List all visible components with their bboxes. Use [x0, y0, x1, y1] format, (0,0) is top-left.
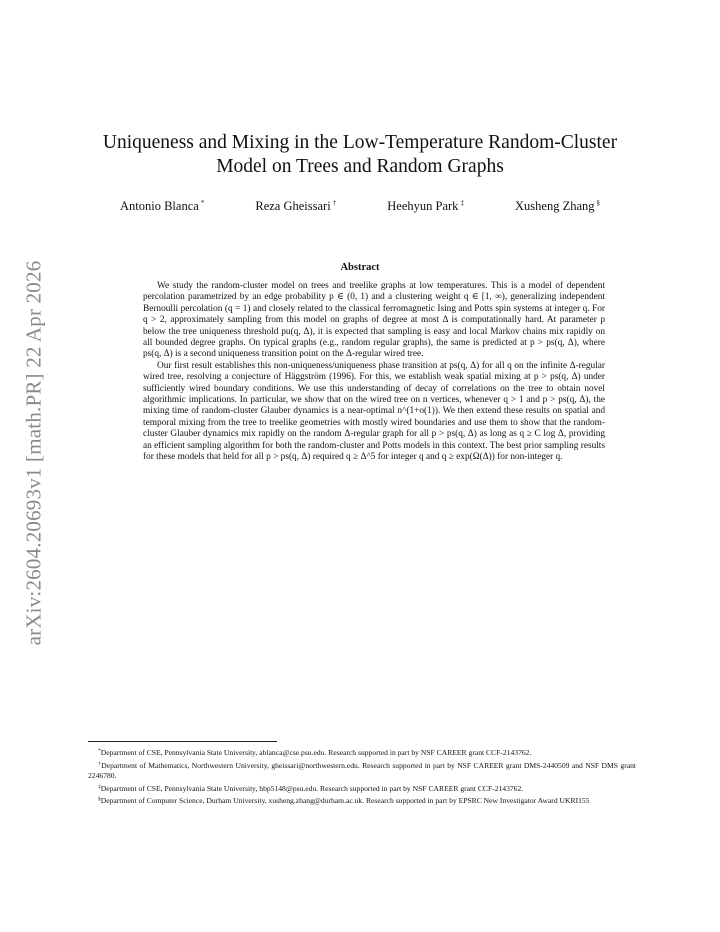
title-line-1: Uniqueness and Mixing in the Low-Temperature Random-Cluster	[102, 132, 618, 153]
abstract-paragraph-2: Our first result establishes this non-uniqueness/uniqueness phase transition at ps(q, Δ) for all q on the infinite Δ-regular wired tree, resolving a conjecture of Häggström (1996). For this, we establish weak spatial mixing at p > ps(q, Δ) under sufficiently wired boundary conditions. We use this understanding of decay of correlations on the tree to obtain novel algorithmic implications. In particular, we show that on the wired tree on n vertices, whenever q > 1 and p > ps(q, Δ), the mixing time of random-cluster Glauber dynamics is a near-optimal n^(1+o(1)). We then extend these results on spatial and temporal mixing from the tree to treelike geometries with mostly wired boundaries and use them to show that the random-cluster Glauber dynamics mix rapidly on the random Δ-regular graph for all p > ps(q, Δ) as long as q ≥ C log Δ, providing an efficient sampling algorithm for both the random-cluster and Potts models in this context. The best prior sampling results for these models that held for all p > ps(q, Δ) required q ≥ Δ^5 for integer q and q ≥ exp(Ω(Δ)) for non-integer q.	[143, 360, 605, 463]
paper-title	[80, 131, 640, 179]
footnote-rule	[88, 741, 277, 742]
abstract-body	[143, 281, 605, 464]
author-name: Heehyun Park	[387, 199, 459, 213]
author-2	[255, 199, 336, 214]
author-mark: §	[596, 199, 600, 207]
author-1	[120, 199, 204, 214]
footnote-4	[88, 794, 636, 807]
author-mark: *	[200, 199, 205, 207]
author-name: Xusheng Zhang	[515, 199, 595, 213]
footnote-1	[88, 746, 636, 759]
footnote-text: Department of CSE, Pennsylvania State University, hbp5148@psu.edu. Research supported in part by NSF CAREER grant CCF-2143762.	[100, 783, 524, 793]
footnotes	[88, 746, 636, 807]
footnote-mark: §	[98, 796, 101, 803]
author-4	[515, 199, 600, 214]
footnote-text: Department of Mathematics, Northwestern University, gheissari@northwestern.edu. Research supported in part by NSF CAREER grant DMS-2440509 and NSF DMS grant 2246780.	[88, 760, 636, 781]
footnote-mark: *	[98, 748, 101, 754]
author-name: Reza Gheissari	[255, 199, 331, 213]
author-list	[120, 199, 600, 214]
footnote-mark: †	[98, 760, 102, 767]
footnote-mark: ‡	[98, 783, 101, 790]
arxiv-identifier: arXiv:2604.20693v1 [math.PR] 22 Apr 2026	[21, 260, 46, 646]
author-mark: ‡	[460, 199, 464, 207]
footnote-text: Department of Computer Science, Durham University, xusheng.zhang@durham.ac.uk. Research supported in part by EPSRC New Investigator Award UKRI155	[100, 796, 590, 806]
abstract-paragraph-1: We study the random-cluster model on trees and treelike graphs at low temperatures. This is a model of dependent percolation parametrized by an edge probability p ∈ (0, 1) and a clustering weight q ∈ [1, ∞), generalizing independent Bernoulli percolation (q = 1) and closely related to the classical ferromagnetic Ising and Potts spin systems at integer q. For q > 2, approximately sampling from this model on graphs of degree at most Δ is computationally hard. At parameter p below the tree uniqueness threshold pu(q, Δ), it is expected that sampling is easy and local Markov chains mix rapidly on all bounded degree graphs. On typical graphs (e.g., random regular graphs), the same is predicted at p > ps(q, Δ), where ps(q, Δ) is a second uniqueness transition point on the Δ-regular wired tree.	[143, 281, 605, 360]
footnote-text: Department of CSE, Pennsylvania State University, ablanca@cse.psu.edu. Research supported in part by NSF CAREER grant CCF-2143762.	[100, 748, 532, 757]
author-3	[387, 199, 464, 214]
footnote-3	[88, 782, 636, 795]
author-mark: †	[332, 199, 337, 207]
author-name: Antonio Blanca	[120, 199, 199, 213]
footnote-2	[88, 759, 636, 782]
abstract-heading: Abstract	[340, 262, 380, 273]
title-line-2: Model on Trees and Random Graphs	[216, 156, 504, 177]
arxiv-sidebar-stamp	[14, 248, 54, 658]
